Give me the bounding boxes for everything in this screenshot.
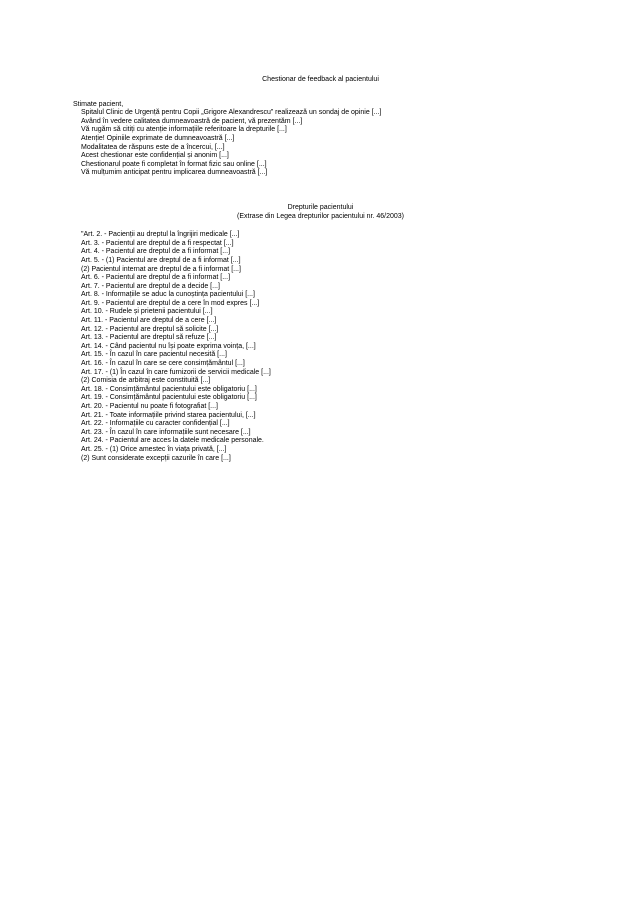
article-paragraph: Art. 14. - Când pacientul nu își poate exprima voința, [...] xyxy=(81,342,256,350)
intro-paragraph: Acest chestionar este confidențial și anonim [...] xyxy=(81,152,229,160)
article-paragraph: Art. 11. - Pacientul are dreptul de a cere [...] xyxy=(81,317,217,325)
article-paragraph: (2) Sunt considerate excepții cazurile în care [...] xyxy=(81,454,231,462)
article-paragraph: Art. 19. - Consimțământul pacientului este obligatoriu [...] xyxy=(81,394,257,402)
rights-title: Drepturile pacientului xyxy=(287,203,354,211)
document-title: Chestionar de feedback al pacientului xyxy=(262,76,379,83)
article-paragraph: Art. 7. - Pacientul are dreptul de a decide [...] xyxy=(81,282,220,290)
article-paragraph: Art. 18. - Consimțământul pacientului este obligatoriu [...] xyxy=(81,385,257,393)
article-paragraph: Art. 17. - (1) În cazul în care furnizorii de servicii medicale [...] xyxy=(81,368,271,376)
intro-paragraph: Având în vedere calitatea dumneavoastră de pacient, vă prezentăm [...] xyxy=(81,117,303,125)
intro-paragraph: Modalitatea de răspuns este de a încercui, [...] xyxy=(81,143,225,151)
article-paragraph: Art. 22. - Informațiile cu caracter confidențial [...] xyxy=(81,420,230,428)
intro-paragraph: Chestionarul poate fi completat în format fizic sau online [...] xyxy=(81,160,267,168)
articles-section xyxy=(73,231,568,463)
article-paragraph: Art. 24. - Pacientul are acces la datele medicale personale. xyxy=(81,437,264,445)
article-paragraph: Art. 6. - Pacientul are dreptul de a fi informat [...] xyxy=(81,274,231,282)
article-paragraph: (2) Comisia de arbitraj este constituită [...] xyxy=(81,377,211,385)
article-paragraph: Art. 16. - În cazul în care se cere consimțământul [...] xyxy=(81,360,245,368)
article-paragraph: Art. 10. - Rudele și prietenii pacientului [...] xyxy=(81,308,213,316)
intro-paragraph: Vă rugăm să citiți cu atenție informațiile referitoare la drepturile [...] xyxy=(81,126,287,134)
article-paragraph: Art. 20. - Pacientul nu poate fi fotografiat [...] xyxy=(81,403,218,410)
greeting: Stimate pacient, xyxy=(73,100,124,108)
article-paragraph: Art. 12. - Pacientul are dreptul să solicite [...] xyxy=(81,325,219,333)
article-paragraph: Art. 4. - Pacientul are dreptul de a fi informat [...] xyxy=(81,248,231,256)
intro-section xyxy=(73,109,568,178)
article-paragraph: Art. 15. - În cazul în care pacientul necesită [...] xyxy=(81,351,227,359)
article-paragraph: Art. 25. - (1) Orice amestec în viața privată, [...] xyxy=(81,445,227,453)
intro-paragraph: Spitalul Clinic de Urgență pentru Copii „Grigore Alexandrescu” realizează un sondaj de opinie [...] xyxy=(81,109,382,117)
article-paragraph: Art. 8. - Informațiile se aduc la cunoștința pacientului [...] xyxy=(81,291,255,299)
section-spacer xyxy=(73,178,568,204)
intro-paragraph: Atenție! Opiniile exprimate de dumneavoastră [...] xyxy=(81,134,235,142)
document-page xyxy=(73,76,568,463)
article-paragraph: Art. 13. - Pacientul are dreptul să refuze [...] xyxy=(81,334,217,342)
article-paragraph: Art. 3. - Pacientul are dreptul de a fi respectat [...] xyxy=(81,239,234,247)
article-paragraph: (2) Pacientul internat are dreptul de a fi informat [...] xyxy=(81,265,241,273)
article-paragraph: Art. 21. - Toate informațiile privind starea pacientului, [...] xyxy=(81,411,256,419)
intro-paragraph: Vă mulțumim anticipat pentru implicarea dumneavoastră [...] xyxy=(81,169,268,177)
rights-subtitle: (Extrase din Legea drepturilor pacientului nr. 46/2003) xyxy=(237,212,404,220)
article-paragraph: "Art. 2. - Pacienții au dreptul la îngrijiri medicale [...] xyxy=(81,231,240,239)
article-paragraph: Art. 9. - Pacientul are dreptul de a cere în mod expres [...] xyxy=(81,299,260,307)
article-paragraph: Art. 5. - (1) Pacientul are dreptul de a fi informat [...] xyxy=(81,256,241,264)
article-paragraph: Art. 23. - În cazul în care informațiile sunt necesare [...] xyxy=(81,428,251,436)
